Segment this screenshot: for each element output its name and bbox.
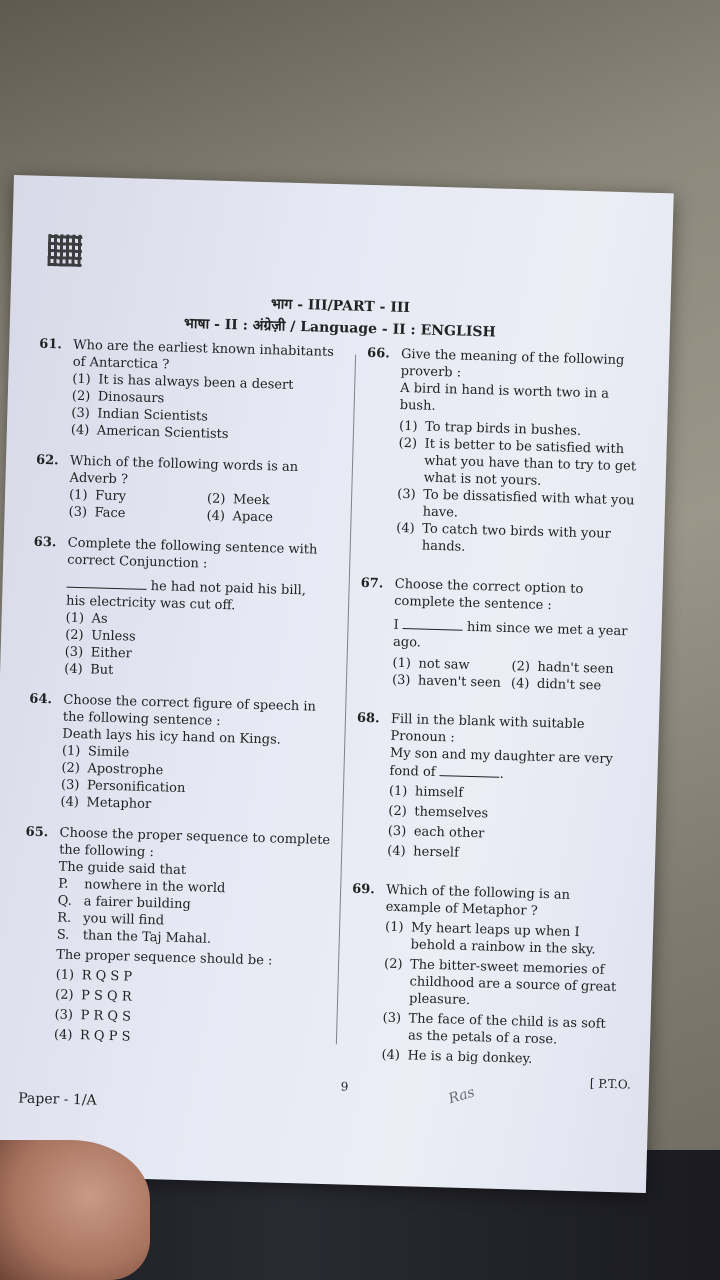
option-key: (3)	[391, 672, 411, 689]
option[interactable]	[206, 508, 344, 529]
option-key: (3)	[382, 1010, 402, 1027]
option-key: (1)	[72, 371, 91, 388]
option[interactable]	[384, 919, 623, 960]
option-text: herself	[413, 844, 460, 861]
option-text: haven't seen	[417, 673, 502, 691]
question-68	[353, 710, 629, 867]
part-key: Q.	[57, 893, 73, 909]
option-text: It is has always been a desert	[98, 372, 294, 393]
option-text: hadn't seen	[537, 659, 614, 677]
question-text: Which of the following words is an Adverb ?	[69, 453, 299, 488]
option-text: Dinosaurs	[97, 389, 165, 407]
option[interactable]	[381, 1047, 619, 1071]
qr-code-icon	[47, 234, 82, 267]
option-text: Metaphor	[86, 795, 152, 813]
part-key: R.	[57, 910, 72, 926]
question-69	[347, 881, 624, 1071]
handwritten-note: Ras	[446, 1084, 477, 1108]
sentence-text: A bird in hand is worth two in a bush.	[399, 380, 610, 414]
fill-blank	[440, 763, 500, 778]
option-text: Simile	[87, 744, 130, 761]
question-text: Choose the correct option to complete the sentence :	[394, 576, 584, 614]
question-text: Which of the following is an example of Metaphor ?	[385, 882, 571, 919]
option-key: (4)	[70, 422, 90, 439]
language-header: भाषा - II : अंग्रेज़ी / Language - II : ENGLISH	[183, 315, 496, 341]
option-key: (2)	[388, 803, 408, 820]
left-column	[19, 336, 349, 1065]
question-62	[34, 452, 346, 529]
question-text: Choose the proper sequence to complete the following :	[58, 825, 331, 861]
option-text: Personification	[86, 778, 186, 797]
option-key: (4)	[396, 520, 415, 537]
option-key: (1)	[388, 783, 408, 800]
option-key: (4)	[387, 843, 406, 860]
option-key: (4)	[206, 508, 226, 525]
option-text: didn't see	[536, 676, 602, 694]
option-text: themselves	[414, 804, 489, 822]
question-number: 61.	[39, 336, 63, 353]
question-64	[26, 691, 339, 819]
question-66	[362, 345, 640, 561]
option-text: Apace	[232, 509, 274, 526]
option-key: (3)	[397, 486, 416, 503]
option-text: The face of the child is as soft as the petals of a rose.	[407, 1011, 606, 1048]
option-text: R Q S P	[81, 968, 133, 985]
option[interactable]	[387, 843, 625, 867]
option-text: Unless	[90, 628, 136, 645]
question-text: Choose the correct figure of speech in the following sentence :	[62, 692, 317, 729]
option[interactable]	[396, 520, 635, 561]
option-text: himself	[414, 784, 464, 801]
part-key: P.	[58, 876, 69, 892]
option-key: (2)	[61, 760, 81, 777]
option[interactable]	[383, 956, 622, 1014]
option-text: To catch two birds with your hands.	[421, 521, 611, 555]
option-key: (3)	[71, 405, 90, 422]
option-key: (1)	[398, 418, 418, 435]
option[interactable]	[68, 504, 206, 525]
question-text: Fill in the blank with suitable Pronoun :	[390, 711, 585, 746]
thumb	[0, 1140, 150, 1280]
question-number: 67.	[360, 575, 384, 592]
option-text: Face	[94, 505, 126, 522]
option-text: American Scientists	[96, 423, 229, 443]
option-text: But	[90, 662, 114, 678]
question-number: 65.	[25, 824, 49, 841]
question-number: 63.	[33, 534, 57, 551]
option-text: P R Q S	[80, 1008, 132, 1025]
question-65	[20, 824, 336, 1052]
question-number: 62.	[35, 452, 59, 469]
question-number: 66.	[366, 345, 390, 362]
sentence-text: his electricity was cut off.	[65, 593, 236, 614]
option-key: (1)	[68, 487, 88, 504]
option-key: (4)	[53, 1027, 73, 1043]
option-text: each other	[413, 824, 485, 842]
option-key: (4)	[64, 661, 83, 678]
option-key: (3)	[64, 644, 84, 661]
part-text: nowhere in the world	[84, 877, 226, 897]
option-key: (1)	[61, 743, 81, 760]
option-text: The bitter-sweet memories of childhood are a source of great pleasure.	[408, 957, 617, 1009]
question-paper	[0, 175, 674, 1193]
option-key: (2)	[398, 435, 418, 452]
question-number: 69.	[351, 881, 376, 898]
part-text: you will find	[83, 911, 165, 929]
option-text: My heart leaps up when I behold a rainbow in the sky.	[410, 920, 596, 958]
option[interactable]	[511, 675, 630, 695]
option-key: (2)	[383, 956, 403, 973]
option-key: (2)	[511, 659, 531, 675]
question-67	[358, 575, 633, 696]
sentence-text: Death lays his icy hand on Kings.	[62, 726, 282, 748]
option-key: (1)	[392, 655, 412, 672]
option-key: (3)	[387, 823, 407, 840]
sentence-text: The proper sequence should be :	[56, 947, 273, 969]
part-text: than the Taj Mahal.	[82, 928, 212, 947]
part-header: भाग - III/PART - III	[270, 296, 411, 317]
question-number: 64.	[29, 691, 53, 708]
option-key: (4)	[381, 1047, 401, 1064]
option-text: Indian Scientists	[97, 406, 209, 425]
option-key: (2)	[64, 627, 84, 644]
sentence-text: The guide said that	[58, 859, 187, 879]
option-text: He is a big donkey.	[407, 1048, 533, 1067]
option-key: (3)	[68, 504, 88, 521]
fill-blank	[403, 616, 463, 631]
option-key: (3)	[60, 777, 80, 794]
option-key: (4)	[60, 794, 80, 811]
option[interactable]	[392, 672, 511, 692]
part-text: a fairer building	[83, 894, 191, 913]
option-key: (1)	[55, 967, 75, 983]
option-text: Meek	[232, 492, 270, 509]
part-key: S.	[56, 927, 70, 943]
sentence-text: he had not paid his bill,	[150, 578, 307, 599]
pto-label: [ P.T.O.	[589, 1076, 632, 1092]
sentence-text: .	[499, 766, 505, 782]
option-text: R Q P S	[79, 1028, 131, 1045]
page-number: 9	[340, 1079, 349, 1094]
sentence-text: My son and my daughter are very fond of	[389, 745, 614, 781]
paper-code: Paper - 1/A	[17, 1090, 97, 1109]
option-text: Fury	[94, 488, 127, 505]
option-text: P S Q R	[80, 988, 132, 1005]
question-text: Complete the following sentence with correct Conjunction :	[67, 535, 318, 572]
option-key: (3)	[54, 1007, 74, 1023]
option-key: (2)	[54, 987, 74, 1003]
option-text: not saw	[418, 656, 470, 673]
sentence-text: I	[393, 617, 399, 633]
right-column	[347, 345, 639, 1084]
option[interactable]	[397, 435, 636, 493]
question-63	[30, 534, 344, 686]
option-key: (2)	[71, 388, 91, 405]
sentence-text: him since we met a year ago.	[392, 619, 628, 651]
fill-blank	[66, 575, 146, 590]
option-text: Either	[90, 645, 133, 662]
option-key: (1)	[65, 610, 85, 627]
question-number: 68.	[356, 710, 380, 727]
option-text: It is better to be satisfied with what you have than to try to get what is not yours.	[423, 436, 637, 489]
option-key: (4)	[510, 676, 530, 692]
option-text: Apostrophe	[87, 761, 164, 779]
question-text: Give the meaning of the following proverb :	[400, 346, 625, 381]
option-key: (1)	[384, 919, 404, 936]
question-61	[37, 336, 350, 447]
option-text: As	[91, 611, 108, 627]
option-text: To be dissatisfied with what you have.	[422, 487, 635, 521]
question-text: Who are the earliest known inhabitants of Antarctica ?	[72, 337, 335, 373]
option-key: (2)	[206, 491, 226, 508]
option-text: To trap birds in bushes.	[424, 419, 582, 439]
option[interactable]	[54, 1026, 330, 1051]
option[interactable]	[382, 1010, 621, 1051]
